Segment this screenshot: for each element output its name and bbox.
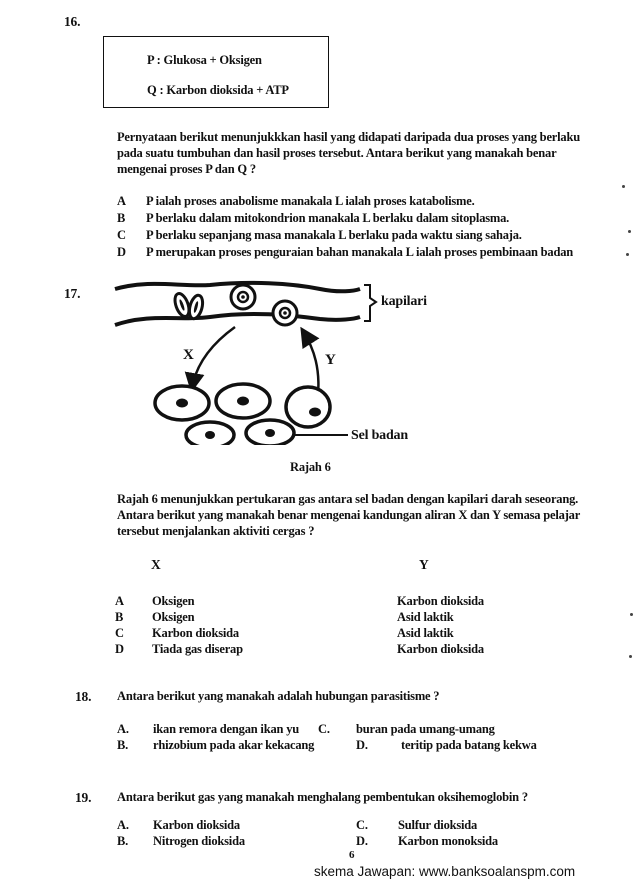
option-x: Karbon dioksida [152,626,239,640]
option-letter: D [117,245,126,259]
q16-stem-line-1: Pernyataan berikut menunjukkkan hasil yang didapati daripada dua proses yang berlaku [117,130,580,144]
option-letter: A. [117,722,129,736]
page-number: 6 [349,849,355,861]
rajah-6-diagram [110,275,410,445]
scan-speck [630,613,633,616]
option-text: P ialah proses anabolisme manakala L ialah proses katabolisme. [146,194,475,208]
option-x: Oksigen [152,594,195,608]
q18-stem: Antara berikut yang manakah adalah hubungan parasitisme ? [117,689,440,703]
option-letter: D [115,642,124,656]
option-text: ikan remora dengan ikan yu [153,722,299,736]
option-y: Karbon dioksida [397,594,484,608]
option-text: Sulfur dioksida [398,818,478,832]
column-header-y: Y [419,557,429,572]
option-letter: C. [356,818,368,832]
kapilari-brace [364,285,376,321]
white-blood-cell [231,285,255,309]
label-sel-badan: Sel badan [351,428,408,443]
option-x: Tiada gas diserap [152,642,243,656]
body-cell [246,420,294,445]
q17-stem-line-3: tersebut menjalankan aktiviti cergas ? [117,524,315,538]
body-cell [286,387,330,427]
label-kapilari: kapilari [381,294,427,309]
question-number-16: 16. [64,14,81,29]
arrow-x [192,327,235,388]
equation-q: Q : Karbon dioksida + ATP [147,83,289,97]
option-text: P berlaku dalam mitokondrion manakala L berlaku dalam sitoplasma. [146,211,510,225]
option-y: Karbon dioksida [397,642,484,656]
white-blood-cell [273,301,297,325]
capillary-wall-bottom [115,314,360,325]
scan-speck [622,185,625,188]
option-letter: B [117,211,126,225]
question-number-19: 19. [75,790,92,805]
option-letter: D. [356,834,368,848]
option-text: P merupakan proses penguraian bahan manakala L ialah proses pembinaan badan [146,245,574,259]
q19-stem: Antara berikut gas yang manakah menghalang pembentukan oksihemoglobin ? [117,790,528,804]
column-header-x: X [151,557,161,572]
body-cell [186,422,234,445]
footer-answer-link[interactable]: skema Jawapan: www.banksoalanspm.com [314,864,576,879]
option-text: Karbon monoksida [398,834,498,848]
option-letter: D. [356,738,368,752]
equation-p: P : Glukosa + Oksigen [147,53,262,67]
scan-speck [626,253,629,256]
option-letter: C [115,626,124,640]
option-letter: B [115,610,124,624]
option-y: Asid laktik [397,610,454,624]
option-text: P berlaku sepanjang masa manakala L berlaku pada waktu siang sahaja. [146,228,522,242]
option-letter: A [117,194,126,208]
q16-stem-line-3: mengenai proses P dan Q ? [117,162,256,176]
body-cell [155,386,209,420]
option-text: Karbon dioksida [153,818,240,832]
scan-speck [629,655,632,658]
label-arrow-y: Y [325,352,336,368]
option-letter: A [115,594,124,608]
question-number-17: 17. [64,286,81,301]
option-letter: B. [117,738,129,752]
option-text: buran pada umang-umang [356,722,495,736]
option-letter: C [117,228,126,242]
option-letter: B. [117,834,129,848]
option-letter: C. [318,722,330,736]
option-text: rhizobium pada akar kekacang [153,738,315,752]
option-x: Oksigen [152,610,195,624]
q16-stem-line-2: pada suatu tumbuhan dan hasil proses tersebut. Antara berikut yang manakah benar [117,146,557,160]
scan-speck [628,230,631,233]
option-y: Asid laktik [397,626,454,640]
question-number-18: 18. [75,689,92,704]
label-arrow-x: X [183,347,194,363]
option-letter: A. [117,818,129,832]
figure-caption: Rajah 6 [290,460,331,474]
option-text: teritip pada batang kekwa [401,738,537,752]
q17-stem-line-1: Rajah 6 menunjukkan pertukaran gas antara sel badan dengan kapilari darah seseorang. [117,492,579,506]
q17-stem-line-2: Antara berikut yang manakah benar mengenai kandungan aliran X dan Y semasa pelajar [117,508,581,522]
option-text: Nitrogen dioksida [153,834,245,848]
body-cell [216,384,270,418]
